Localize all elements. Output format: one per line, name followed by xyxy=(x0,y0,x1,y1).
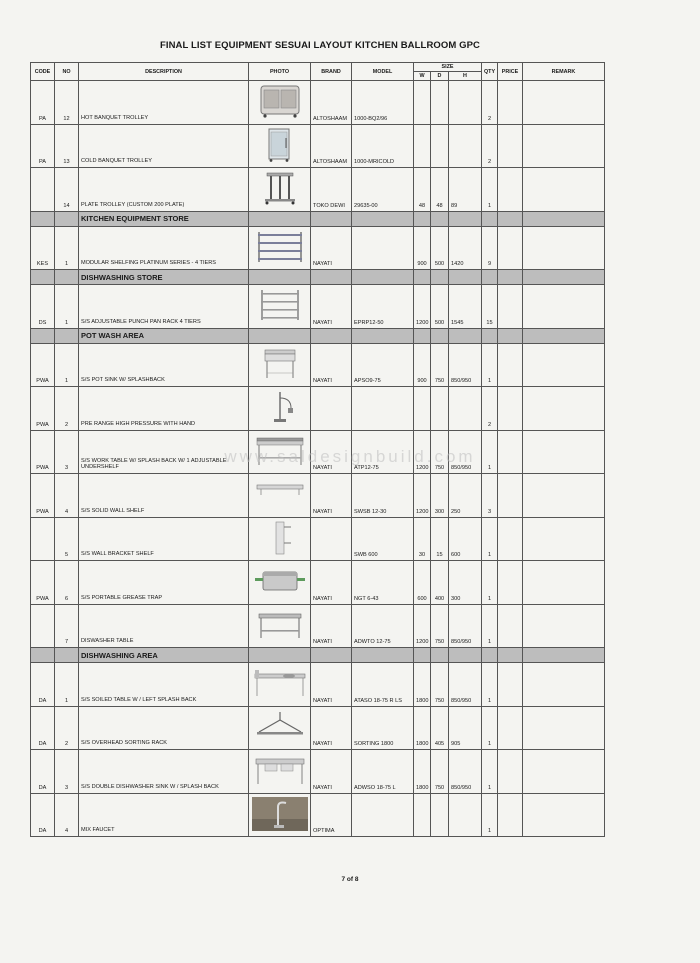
cell-model: ATASO 18-75 R LS xyxy=(352,663,414,707)
table-row xyxy=(31,706,605,750)
cell-model: 1000-MRICOLD xyxy=(352,124,414,168)
cell-h: 850/950 xyxy=(449,430,482,474)
cell-description: S/S ADJUSTABLE PUNCH PAN RACK 4 TIERS xyxy=(79,285,249,329)
cold-banquet-trolley-photo xyxy=(253,128,307,162)
cell-h xyxy=(449,81,482,125)
cell-no: 2 xyxy=(55,387,79,431)
section-empty-cell xyxy=(352,270,414,285)
header-qty: QTY xyxy=(482,63,498,81)
cell-photo xyxy=(249,285,311,329)
cell-no: 6 xyxy=(55,561,79,605)
cell-brand: NAYATI xyxy=(311,226,352,270)
section-empty-cell xyxy=(414,648,431,663)
page-number: 7 of 8 xyxy=(341,876,359,883)
cell-photo xyxy=(249,81,311,125)
cell-code xyxy=(31,168,55,212)
cell-h: 1420 xyxy=(449,226,482,270)
cell-code: KES xyxy=(31,226,55,270)
cell-qty: 1 xyxy=(482,343,498,387)
table-row xyxy=(31,285,605,329)
cell-no: 12 xyxy=(55,81,79,125)
section-no-cell xyxy=(55,211,79,226)
section-empty-cell xyxy=(352,328,414,343)
cell-remark xyxy=(523,706,605,750)
cell-remark xyxy=(523,226,605,270)
cell-model xyxy=(352,793,414,837)
cell-model: 1000-BQ2/96 xyxy=(352,81,414,125)
cell-remark xyxy=(523,168,605,212)
cell-no: 7 xyxy=(55,604,79,648)
cell-no: 3 xyxy=(55,750,79,794)
section-code-cell xyxy=(31,270,55,285)
cell-brand: NAYATI xyxy=(311,285,352,329)
cell-w xyxy=(414,81,431,125)
table-row xyxy=(31,517,605,561)
cell-price xyxy=(498,343,523,387)
cell-price xyxy=(498,81,523,125)
section-empty-cell xyxy=(414,328,431,343)
cell-price xyxy=(498,517,523,561)
header-description: DESCRIPTION xyxy=(79,63,249,81)
cell-code: PWA xyxy=(31,387,55,431)
cell-w: 600 xyxy=(414,561,431,605)
cell-brand: NAYATI xyxy=(311,430,352,474)
cell-no: 1 xyxy=(55,285,79,329)
work-table-photo xyxy=(253,434,307,468)
cell-no: 1 xyxy=(55,226,79,270)
header-model: MODEL xyxy=(352,63,414,81)
section-row xyxy=(31,328,605,343)
cell-photo xyxy=(249,387,311,431)
cell-price xyxy=(498,124,523,168)
cell-brand xyxy=(311,387,352,431)
cell-remark xyxy=(523,81,605,125)
cell-description: S/S SOLID WALL SHELF xyxy=(79,474,249,518)
cell-price xyxy=(498,474,523,518)
cell-remark xyxy=(523,343,605,387)
cell-d: 750 xyxy=(431,663,449,707)
cell-qty: 1 xyxy=(482,517,498,561)
section-code-cell xyxy=(31,648,55,663)
table-row xyxy=(31,430,605,474)
section-empty-cell xyxy=(352,648,414,663)
cell-h: 600 xyxy=(449,517,482,561)
section-empty-cell xyxy=(482,270,498,285)
cell-model: NGT 6-43 xyxy=(352,561,414,605)
cell-model: SWB 600 xyxy=(352,517,414,561)
cell-brand: NAYATI xyxy=(311,604,352,648)
cell-brand: NAYATI xyxy=(311,474,352,518)
cell-h xyxy=(449,124,482,168)
cell-photo xyxy=(249,226,311,270)
cell-d: 300 xyxy=(431,474,449,518)
cell-brand: ALTOSHAAM xyxy=(311,81,352,125)
cell-model: ADWSO 18-75 L xyxy=(352,750,414,794)
cell-d: 750 xyxy=(431,604,449,648)
section-empty-cell xyxy=(523,211,605,226)
cell-qty: 1 xyxy=(482,793,498,837)
table-row xyxy=(31,474,605,518)
cell-photo xyxy=(249,604,311,648)
cell-remark xyxy=(523,124,605,168)
cell-price xyxy=(498,387,523,431)
cell-code: DA xyxy=(31,706,55,750)
section-empty-cell xyxy=(498,270,523,285)
table-row xyxy=(31,387,605,431)
wall-bracket-photo xyxy=(253,521,307,555)
cell-w xyxy=(414,793,431,837)
cell-d: 400 xyxy=(431,561,449,605)
cell-d xyxy=(431,387,449,431)
section-empty-cell xyxy=(482,648,498,663)
cell-code xyxy=(31,604,55,648)
header-no: NO xyxy=(55,63,79,81)
section-empty-cell xyxy=(523,648,605,663)
cell-model: ADWTO 12-75 xyxy=(352,604,414,648)
cell-no: 2 xyxy=(55,706,79,750)
section-empty-cell xyxy=(523,328,605,343)
section-row xyxy=(31,270,605,285)
cell-price xyxy=(498,604,523,648)
cell-price xyxy=(498,168,523,212)
table-row xyxy=(31,168,605,212)
cell-photo xyxy=(249,343,311,387)
header-brand: BRAND xyxy=(311,63,352,81)
table-row xyxy=(31,343,605,387)
hot-banquet-trolley-photo xyxy=(253,84,307,118)
cell-d xyxy=(431,81,449,125)
section-empty-cell xyxy=(498,648,523,663)
cell-d: 405 xyxy=(431,706,449,750)
section-empty-cell xyxy=(449,211,482,226)
table-row xyxy=(31,793,605,837)
section-empty-cell xyxy=(449,270,482,285)
cell-photo xyxy=(249,561,311,605)
cell-w: 1800 xyxy=(414,706,431,750)
grease-trap-photo xyxy=(253,564,307,598)
section-row xyxy=(31,211,605,226)
cell-h: 850/950 xyxy=(449,604,482,648)
cell-remark xyxy=(523,750,605,794)
cell-qty: 9 xyxy=(482,226,498,270)
cell-d: 500 xyxy=(431,285,449,329)
section-empty-cell xyxy=(249,211,311,226)
cell-description: S/S OVERHEAD SORTING RACK xyxy=(79,706,249,750)
cell-description: MIX FAUCET xyxy=(79,793,249,837)
cell-w: 48 xyxy=(414,168,431,212)
cell-description: S/S WALL BRACKET SHELF xyxy=(79,517,249,561)
cell-d: 15 xyxy=(431,517,449,561)
cell-d: 750 xyxy=(431,430,449,474)
cell-qty: 1 xyxy=(482,168,498,212)
cell-remark xyxy=(523,517,605,561)
cell-price xyxy=(498,561,523,605)
dishwasher-table-photo xyxy=(253,608,307,642)
cell-h: 89 xyxy=(449,168,482,212)
cell-no: 1 xyxy=(55,663,79,707)
section-empty-cell xyxy=(311,270,352,285)
equipment-table xyxy=(30,62,605,837)
cell-qty: 15 xyxy=(482,285,498,329)
cell-h: 850/950 xyxy=(449,663,482,707)
cell-model: SWSB 12-30 xyxy=(352,474,414,518)
cell-remark xyxy=(523,663,605,707)
cell-price xyxy=(498,663,523,707)
cell-d: 750 xyxy=(431,750,449,794)
cell-no: 1 xyxy=(55,343,79,387)
cell-model: ATP12-75 xyxy=(352,430,414,474)
cell-no: 4 xyxy=(55,793,79,837)
section-empty-cell xyxy=(352,211,414,226)
wall-shelf-photo xyxy=(253,477,307,511)
cell-d: 48 xyxy=(431,168,449,212)
cell-h: 250 xyxy=(449,474,482,518)
cell-code: PWA xyxy=(31,343,55,387)
section-empty-cell xyxy=(498,211,523,226)
table-row xyxy=(31,561,605,605)
header-price: PRICE xyxy=(498,63,523,81)
cell-price xyxy=(498,706,523,750)
section-code-cell xyxy=(31,328,55,343)
cell-brand: ALTOSHAAM xyxy=(311,124,352,168)
cell-model: EPRP12-50 xyxy=(352,285,414,329)
cell-qty: 3 xyxy=(482,474,498,518)
cell-w xyxy=(414,124,431,168)
cell-brand: NAYATI xyxy=(311,561,352,605)
cell-price xyxy=(498,226,523,270)
cell-code: PA xyxy=(31,81,55,125)
cell-remark xyxy=(523,285,605,329)
section-empty-cell xyxy=(249,328,311,343)
cell-qty: 1 xyxy=(482,604,498,648)
table-row xyxy=(31,124,605,168)
cell-remark xyxy=(523,474,605,518)
cell-qty: 1 xyxy=(482,750,498,794)
cell-remark xyxy=(523,387,605,431)
cell-h: 300 xyxy=(449,561,482,605)
cell-w: 30 xyxy=(414,517,431,561)
cell-w: 1200 xyxy=(414,285,431,329)
section-empty-cell xyxy=(311,211,352,226)
cell-description: PRE RANGE HIGH PRESSURE WITH HAND xyxy=(79,387,249,431)
cell-description: DISWASHER TABLE xyxy=(79,604,249,648)
section-empty-cell xyxy=(249,270,311,285)
cell-code: PA xyxy=(31,124,55,168)
cell-code: DA xyxy=(31,663,55,707)
header-remark: REMARK xyxy=(523,63,605,81)
section-empty-cell xyxy=(482,328,498,343)
section-empty-cell xyxy=(249,648,311,663)
section-empty-cell xyxy=(431,648,449,663)
cell-remark xyxy=(523,430,605,474)
cell-price xyxy=(498,430,523,474)
cell-price xyxy=(498,285,523,329)
cell-model xyxy=(352,387,414,431)
cell-photo xyxy=(249,517,311,561)
cell-w: 1200 xyxy=(414,474,431,518)
section-row xyxy=(31,648,605,663)
cell-d xyxy=(431,124,449,168)
cell-brand: NAYATI xyxy=(311,706,352,750)
cell-brand: OPTIMA xyxy=(311,793,352,837)
pot-sink-photo xyxy=(253,347,307,381)
cell-w: 1200 xyxy=(414,604,431,648)
cell-h: 905 xyxy=(449,706,482,750)
cell-remark xyxy=(523,793,605,837)
cell-w: 1800 xyxy=(414,750,431,794)
double-sink-photo xyxy=(253,753,307,787)
cell-h xyxy=(449,793,482,837)
cell-description: S/S PORTABLE GREASE TRAP xyxy=(79,561,249,605)
cell-price xyxy=(498,750,523,794)
cell-model: APSO9-75 xyxy=(352,343,414,387)
header-d: D xyxy=(431,72,449,81)
section-empty-cell xyxy=(414,211,431,226)
cell-qty: 2 xyxy=(482,124,498,168)
pan-rack-photo xyxy=(253,288,307,322)
cell-w: 1800 xyxy=(414,663,431,707)
cell-photo xyxy=(249,750,311,794)
cell-photo xyxy=(249,706,311,750)
cell-w: 900 xyxy=(414,343,431,387)
mix-faucet-photo xyxy=(252,797,308,831)
section-empty-cell xyxy=(414,270,431,285)
section-empty-cell xyxy=(311,648,352,663)
header-size: SIZE xyxy=(414,63,482,72)
section-title: DISHWASHING STORE xyxy=(79,270,249,285)
cell-w xyxy=(414,387,431,431)
cell-brand: TOKO DEWI xyxy=(311,168,352,212)
cell-no: 5 xyxy=(55,517,79,561)
section-title: DISHWASHING AREA xyxy=(79,648,249,663)
table-row xyxy=(31,226,605,270)
cell-description: S/S POT SINK W/ SPLASHBACK xyxy=(79,343,249,387)
cell-brand: NAYATI xyxy=(311,343,352,387)
cell-qty: 1 xyxy=(482,663,498,707)
cell-brand xyxy=(311,517,352,561)
cell-no: 3 xyxy=(55,430,79,474)
header-w: W xyxy=(414,72,431,81)
cell-d: 500 xyxy=(431,226,449,270)
cell-photo xyxy=(249,168,311,212)
watermark: www.saldesignbuild.com xyxy=(224,447,476,466)
section-empty-cell xyxy=(431,328,449,343)
section-title: KITCHEN EQUIPMENT STORE xyxy=(79,211,249,226)
cell-h: 850/950 xyxy=(449,750,482,794)
pre-rinse-faucet-photo xyxy=(253,390,307,424)
table-row xyxy=(31,750,605,794)
cell-code: DA xyxy=(31,750,55,794)
cell-code: PWA xyxy=(31,430,55,474)
cell-d xyxy=(431,793,449,837)
cell-photo xyxy=(249,474,311,518)
section-empty-cell xyxy=(311,328,352,343)
section-empty-cell xyxy=(498,328,523,343)
section-empty-cell xyxy=(431,270,449,285)
cell-description: S/S DOUBLE DISHWASHER SINK W / SPLASH BACK xyxy=(79,750,249,794)
cell-photo xyxy=(249,793,311,837)
cell-code: PWA xyxy=(31,561,55,605)
cell-w: 900 xyxy=(414,226,431,270)
cell-description: MODULAR SHELFING PLATINUM SERIES - 4 TIERS xyxy=(79,226,249,270)
cell-code xyxy=(31,517,55,561)
cell-brand: NAYATI xyxy=(311,663,352,707)
cell-h xyxy=(449,387,482,431)
table-row xyxy=(31,663,605,707)
section-empty-cell xyxy=(482,211,498,226)
cell-description: COLD BANQUET TROLLEY xyxy=(79,124,249,168)
table-row xyxy=(31,81,605,125)
section-empty-cell xyxy=(523,270,605,285)
plate-trolley-photo xyxy=(253,171,307,205)
cell-description: S/S SOILED TABLE W / LEFT SPLASH BACK xyxy=(79,663,249,707)
section-empty-cell xyxy=(431,211,449,226)
cell-photo xyxy=(249,430,311,474)
header-photo: PHOTO xyxy=(249,63,311,81)
cell-qty: 2 xyxy=(482,81,498,125)
cell-code: PWA xyxy=(31,474,55,518)
cell-qty: 1 xyxy=(482,430,498,474)
table-row xyxy=(31,604,605,648)
cell-no: 13 xyxy=(55,124,79,168)
section-code-cell xyxy=(31,211,55,226)
cell-description: PLATE TROLLEY (CUSTOM 200 PLATE) xyxy=(79,168,249,212)
modular-shelving-photo xyxy=(253,230,307,264)
header-h: H xyxy=(449,72,482,81)
cell-price xyxy=(498,793,523,837)
cell-no: 4 xyxy=(55,474,79,518)
cell-qty: 2 xyxy=(482,387,498,431)
cell-brand: NAYATI xyxy=(311,750,352,794)
section-no-cell xyxy=(55,328,79,343)
section-title: POT WASH AREA xyxy=(79,328,249,343)
cell-qty: 1 xyxy=(482,561,498,605)
section-no-cell xyxy=(55,270,79,285)
cell-model: 29635-00 xyxy=(352,168,414,212)
section-empty-cell xyxy=(449,648,482,663)
cell-qty: 1 xyxy=(482,706,498,750)
cell-code: DS xyxy=(31,285,55,329)
cell-description: S/S WORK TABLE W/ SPLASH BACK W/ 1 ADJUSTABLE UNDERSHELF xyxy=(79,430,249,474)
cell-h: 1545 xyxy=(449,285,482,329)
cell-photo xyxy=(249,124,311,168)
section-no-cell xyxy=(55,648,79,663)
cell-photo xyxy=(249,663,311,707)
document-title: FINAL LIST EQUIPMENT SESUAI LAYOUT KITCHEN BALLROOM GPC xyxy=(159,40,481,51)
cell-remark xyxy=(523,604,605,648)
cell-remark xyxy=(523,561,605,605)
section-empty-cell xyxy=(449,328,482,343)
cell-code: DA xyxy=(31,793,55,837)
cell-model xyxy=(352,226,414,270)
cell-description: HOT BANQUET TROLLEY xyxy=(79,81,249,125)
header-code: CODE xyxy=(31,63,55,81)
sorting-rack-photo xyxy=(253,710,307,744)
cell-d: 750 xyxy=(431,343,449,387)
cell-h: 850/950 xyxy=(449,343,482,387)
soiled-table-photo xyxy=(253,666,307,700)
cell-w: 1200 xyxy=(414,430,431,474)
cell-model: SORTING 1800 xyxy=(352,706,414,750)
cell-no: 14 xyxy=(55,168,79,212)
